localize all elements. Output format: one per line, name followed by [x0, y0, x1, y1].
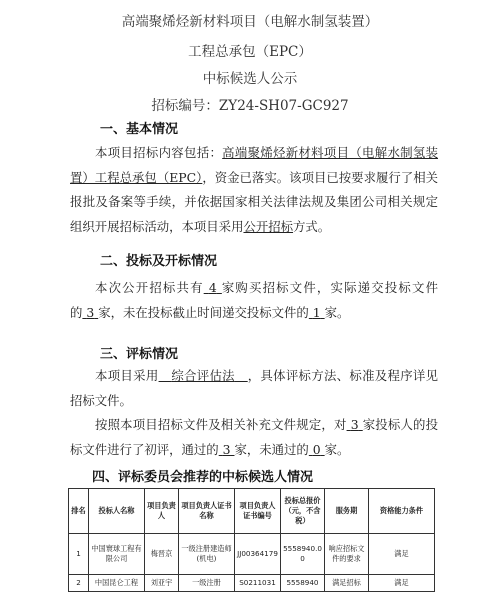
s3-eval	[347, 417, 363, 432]
table-row	[69, 575, 435, 592]
s2-t3: 家，未在投标截止时间递交投标文件的	[98, 304, 309, 320]
cell-manager: 梅晋京	[145, 534, 179, 575]
s1-content: 高端聚烯烃新材料项目（电解水制氢装置）工程总承包（EPC）	[70, 145, 439, 185]
cell-service: 满足招标	[325, 575, 369, 592]
cell-rank: 2	[69, 575, 89, 592]
header-cert-name: 项目负责人证书名称	[179, 489, 235, 534]
header-service: 服务期	[325, 489, 369, 534]
cell-cert-no: S0211031	[235, 575, 281, 592]
s2-submitted-value: 3	[86, 304, 95, 320]
s1-text3: 方式。	[293, 218, 331, 234]
s3-eval-value: 3	[350, 417, 359, 432]
section1-paragraph	[70, 141, 438, 239]
section4-heading: 四、评标委员会推荐的中标候选人情况	[92, 470, 314, 485]
cell-rank: 1	[69, 534, 89, 575]
s2-late	[309, 305, 325, 320]
s3-pass	[219, 442, 235, 457]
section3-heading: 三、评标情况	[100, 347, 179, 362]
section3-paragraph2	[70, 413, 438, 462]
section1-heading: 一、基本情况	[100, 122, 179, 137]
cell-qualification: 满足	[369, 534, 435, 575]
cell-cert-no: JJ00364179	[235, 534, 281, 575]
header-rank: 排名	[69, 489, 89, 534]
header-price: 投标总报价（元，不含税）	[281, 489, 325, 534]
cell-price: 5558940	[281, 575, 325, 592]
cell-manager: 刘亚宇	[145, 575, 179, 592]
s2-t1: 本次公开招标共有	[95, 280, 204, 295]
cell-service: 响应招标文件的要求	[325, 534, 369, 575]
cell-qualification: 满足	[369, 575, 435, 592]
table-row	[69, 534, 435, 575]
s3-method-value: 综合评估法	[171, 368, 235, 383]
s3-method	[159, 368, 248, 383]
s1-text2: ，资金已落实。该项目已按要求履行了相关报批及备案等手续，并依据国家相关法律法规及集团公司相关规定组织开展招标活动，本项目采用	[70, 169, 439, 234]
s2-bought	[204, 280, 222, 295]
s3-t2: ，具体评标方法、标准及程序详见招标文件。	[70, 368, 439, 408]
cell-bidder: 中国寰球工程有限公司	[89, 534, 145, 575]
s1-method: 公开招标	[243, 218, 294, 234]
section2-heading: 二、投标及开标情况	[100, 254, 218, 269]
s1-lead: 本项目招标内容包括：	[95, 145, 223, 160]
s3-p2-t1: 按照本项目招标文件及相关补充文件规定，对	[95, 417, 347, 432]
s3-t1: 本项目采用	[95, 368, 159, 383]
s3-p2-t4: 家。	[324, 441, 350, 457]
cell-cert-name: 一级注册	[179, 575, 235, 592]
s3-p2-t2: 家投标人的投标文件进行了初评，通过的	[70, 417, 439, 457]
cell-cert-name: 一级注册建造师(机电)	[179, 534, 235, 575]
s2-bought-value: 4	[208, 280, 217, 295]
title-line2: 工程总承包（EPC）	[188, 44, 312, 60]
s3-p2-t3: 家，未通过的	[234, 441, 309, 457]
section2-paragraph	[70, 276, 438, 325]
s3-pass-value: 3	[222, 441, 231, 457]
s2-late-value: 1	[312, 304, 321, 320]
s2-submitted	[82, 305, 98, 320]
section3-paragraph1	[70, 364, 438, 413]
bid-number-label: 招标编号：	[151, 98, 219, 114]
s3-fail	[309, 442, 325, 457]
header-qualification: 资格能力条件	[369, 489, 435, 534]
candidate-table	[68, 488, 435, 592]
title-line3: 中标候选人公示	[202, 71, 298, 87]
header-bidder: 投标人名称	[89, 489, 145, 534]
header-cert-no: 项目负责人证书编号	[235, 489, 281, 534]
header-manager: 项目负责人	[145, 489, 179, 534]
cell-price: 5558940.00	[281, 534, 325, 575]
cell-bidder: 中国昆仑工程	[89, 575, 145, 592]
s3-fail-value: 0	[312, 441, 321, 457]
s2-t4: 家。	[324, 304, 350, 320]
title-line1: 高端聚烯烃新材料项目（电解水制氢装置）	[121, 14, 379, 30]
bid-number-value: ZY24-SH07-GC927	[218, 98, 349, 114]
s2-t2: 家购买招标文件，实际递交投标文件的	[70, 280, 438, 320]
bid-number	[0, 94, 500, 114]
